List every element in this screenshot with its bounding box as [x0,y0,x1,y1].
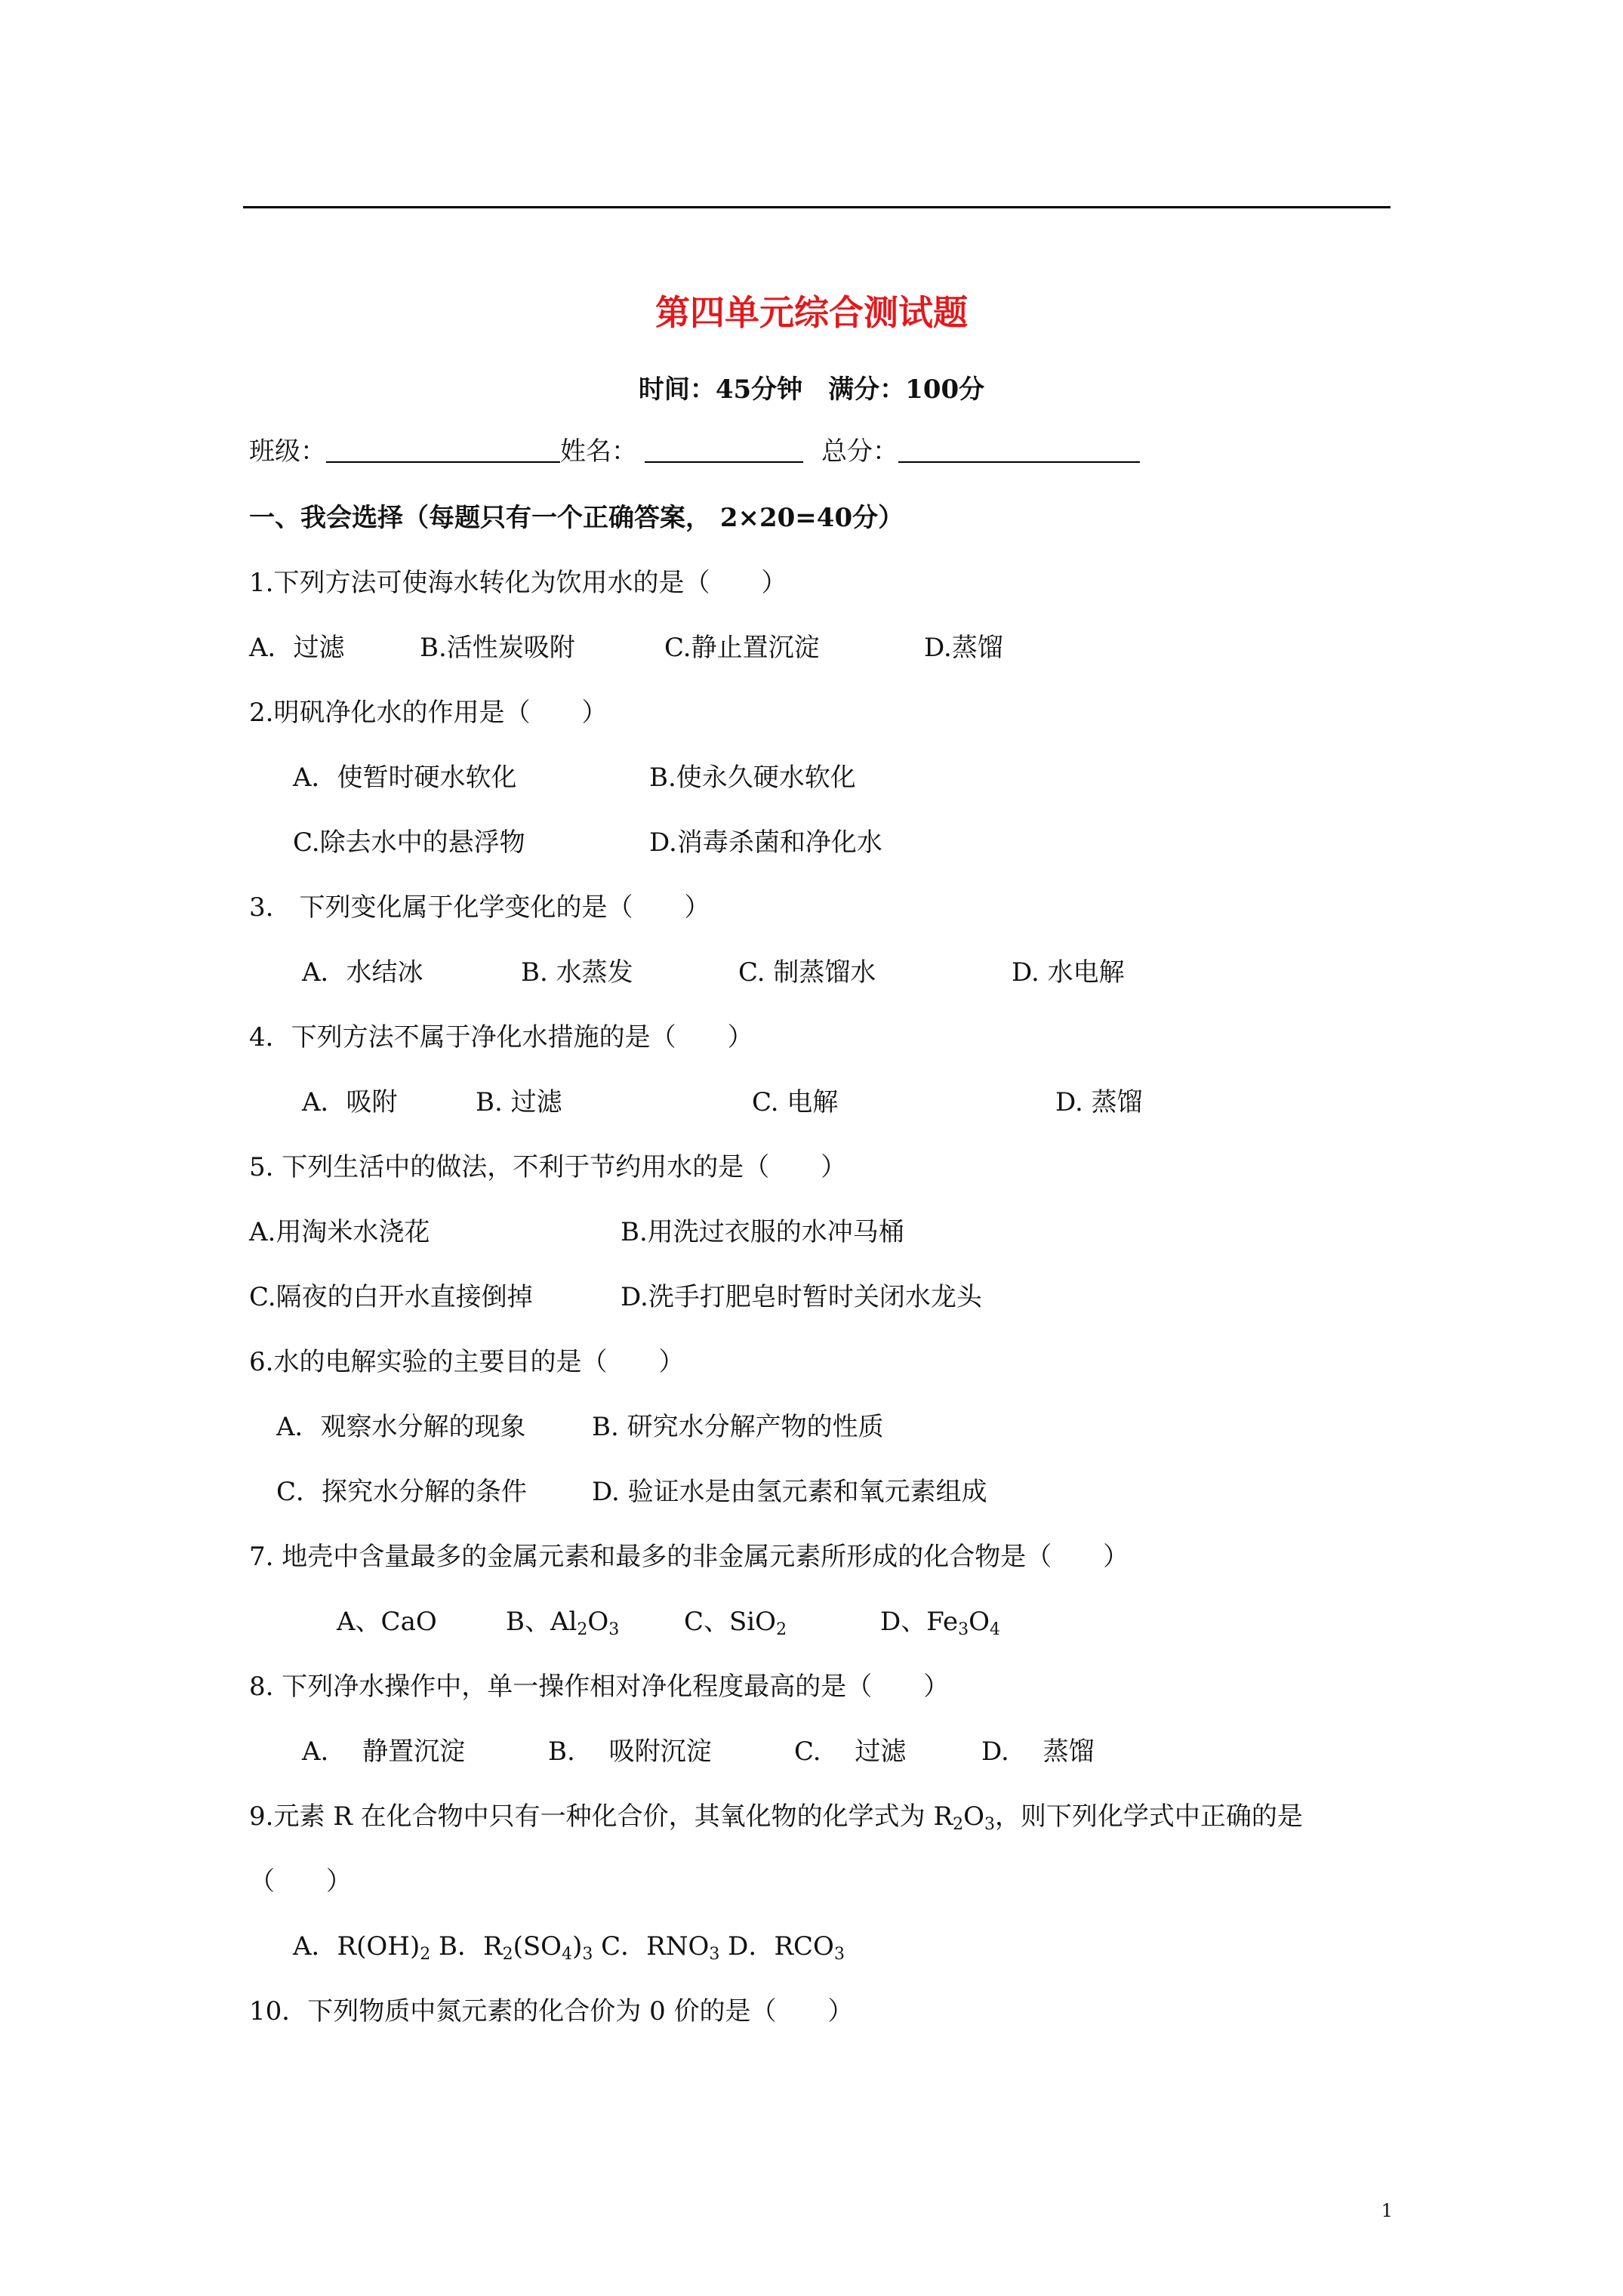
question-9-stem: 9.元素 R 在化合物中只有一种化合价，其氧化物的化学式为 $R_2O_3$，则下列化学式中正确的是 [249,1801,1303,1834]
question-3-option-d: D. 水电解 [1012,957,1125,988]
question-8-option-d: D. 蒸馏 [981,1737,1095,1767]
question-2-option-a: A．使暂时硬水软化 [293,763,517,793]
question-5-option-c: C.隔夜的白开水直接倒掉 [249,1282,533,1312]
total-field[interactable] [898,439,1140,463]
question-9-option-a: A．$R(OH)_2$ [293,1931,431,1964]
question-1-option-d: D.蒸馏 [924,633,1003,663]
question-6-option-a: A．观察水分解的现象 [276,1412,526,1442]
page-title: 第四单元综合测试题 [655,292,968,333]
question-8-option-b: B. 吸附沉淀 [548,1737,712,1767]
question-9-option-c: C．$RNO_3$ [593,1931,720,1964]
question-3-option-b: B. 水蒸发 [521,957,633,988]
question-9-option-d: D．$RCO_3$ [719,1931,845,1964]
question-2-option-b: B.使永久硬水软化 [649,763,856,793]
question-1-stem: 1.下列方法可使海水转化为饮用水的是（ ） [249,568,787,598]
page-number: 1 [1381,2200,1393,2221]
question-7-option-c: C、SiO$_2$ [684,1607,787,1639]
header-rule [243,206,1390,208]
section-heading: 一、我会选择（每题只有一个正确答案， 2×20=40分） [249,503,904,533]
question-10-stem: 10．下列物质中氮元素的化合价为 0 价的是（ ） [249,1996,854,2026]
question-9-options [293,1930,845,1963]
question-5-option-a: A.用淘米水浇花 [249,1217,430,1247]
question-2-option-c: C.除去水中的悬浮物 [293,827,525,858]
question-4-option-c: C. 电解 [752,1087,839,1117]
question-4-option-d: D. 蒸馏 [1055,1087,1143,1117]
question-1-option-c: C.静止置沉淀 [664,633,820,663]
question-5-option-d: D.洗手打肥皂时暂时关闭水龙头 [621,1282,982,1312]
question-6-option-b: B. 研究水分解产物的性质 [592,1412,884,1442]
question-7-option-a: A、CaO [337,1607,437,1637]
question-5-stem: 5. 下列生活中的做法，不利于节约用水的是（ ） [249,1152,847,1182]
question-2-option-d: D.消毒杀菌和净化水 [649,827,882,858]
question-9-stem-continued: （ ） [249,1866,352,1897]
question-8-stem: 8. 下列净水操作中，单一操作相对净化程度最高的是（ ） [249,1672,950,1702]
question-5-option-b: B.用洗过衣服的水冲马桶 [621,1217,904,1247]
question-2-stem: 2.明矾净化水的作用是（ ） [249,698,608,728]
class-field[interactable] [326,439,560,463]
question-8-option-a: A. 静置沉淀 [302,1737,466,1767]
question-6-stem: 6.水的电解实验的主要目的是（ ） [249,1347,685,1377]
question-7-option-d: D、$Fe_3O_4$ [880,1607,1000,1639]
name-field[interactable] [645,439,803,463]
question-4-option-b: B. 过滤 [476,1087,562,1117]
question-1-option-a: A．过滤 [249,633,345,663]
question-7-stem: 7. 地壳中含量最多的金属元素和最多的非金属元素所形成的化合物是（ ） [249,1542,1129,1572]
question-4-stem: 4．下列方法不属于净化水措施的是（ ） [249,1022,753,1052]
question-9-option-b: B．$R_2(SO_4)_3$ [430,1931,593,1964]
question-6-option-d: D. 验证水是由氢元素和氧元素组成 [592,1477,987,1507]
question-3-option-a: A．水结冰 [302,957,423,988]
question-8-option-c: C. 过滤 [794,1737,907,1767]
class-label: 班级： [249,436,326,467]
question-1-option-b: B.活性炭吸附 [420,633,575,663]
question-7-option-b: B、$Al_2O_3$ [506,1607,620,1639]
question-3-option-c: C. 制蒸馏水 [738,957,876,988]
total-label: 总分： [821,436,898,467]
exam-meta: 时间：45分钟 满分：100分 [638,374,985,405]
student-info-row [249,435,1140,468]
question-6-option-c: C．探究水分解的条件 [276,1477,528,1507]
question-4-option-a: A．吸附 [302,1087,398,1117]
name-label: 姓名： [560,436,637,467]
question-3-stem: 3. 下列变化属于化学变化的是（ ） [249,892,710,923]
